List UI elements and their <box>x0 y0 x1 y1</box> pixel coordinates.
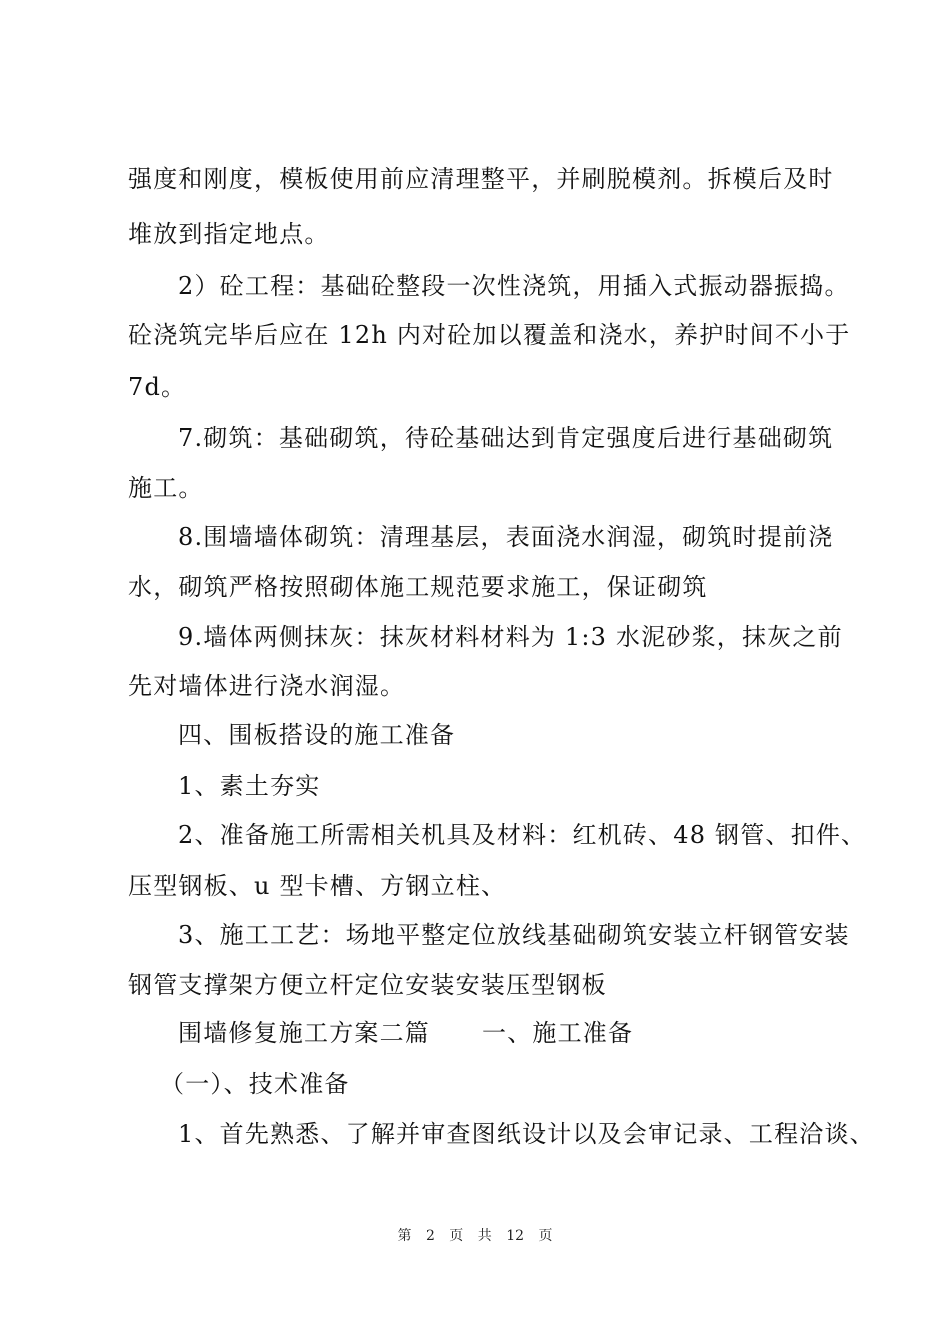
text-line: 施工。 <box>128 474 204 502</box>
text-line: 水，砌筑严格按照砌体施工规范要求施工，保证砌筑 <box>128 573 708 601</box>
text-line: 强度和刚度，模板使用前应清理整平，并刷脱模剂。拆模后及时 <box>128 165 834 193</box>
text-line: 1、首先熟悉、了解并审查图纸设计以及会审记录、工程洽谈、 <box>178 1120 875 1148</box>
text-line: 2、准备施工所需相关机具及材料：红机砖、48 钢管、扣件、 <box>178 821 867 849</box>
text-line: 8.围墙墙体砌筑：清理基层，表面浇水润湿，砌筑时提前浇 <box>178 523 834 551</box>
text-line: 2）砼工程：基础砼整段一次性浇筑，用插入式振动器振捣。 <box>178 272 850 300</box>
text-line: 7d。 <box>128 373 187 401</box>
text-line: 7.砌筑：基础砌筑，待砼基础达到肯定强度后进行基础砌筑 <box>178 424 834 452</box>
text-line: 堆放到指定地点。 <box>128 220 330 248</box>
section-heading: 四、围板搭设的施工准备 <box>178 721 456 749</box>
document-title: 围墙修复施工方案二篇 <box>178 1019 430 1047</box>
text-line: 1、素土夯实 <box>178 772 321 800</box>
section-heading: 一、施工准备 <box>482 1019 634 1047</box>
page-number: 第 2 页 共 12 页 <box>397 1228 553 1244</box>
sub-heading: （一）、技术准备 <box>160 1070 350 1098</box>
text-line: 压型钢板、u 型卡槽、方钢立柱、 <box>128 872 507 900</box>
text-line: 9.墙体两侧抹灰：抹灰材料材料为 1:3 水泥砂浆，抹灰之前 <box>178 623 843 651</box>
text-line: 砼浇筑完毕后应在 12h 内对砼加以覆盖和浇水，养护时间不小于 <box>128 321 851 349</box>
section-heading-line <box>178 1018 633 1048</box>
text-line: 3、施工工艺：场地平整定位放线基础砌筑安装立杆钢管安装 <box>178 921 850 949</box>
text-line: 先对墙体进行浇水润湿。 <box>128 672 406 700</box>
text-line: 钢管支撑架方便立杆定位安装安装压型钢板 <box>128 971 607 999</box>
